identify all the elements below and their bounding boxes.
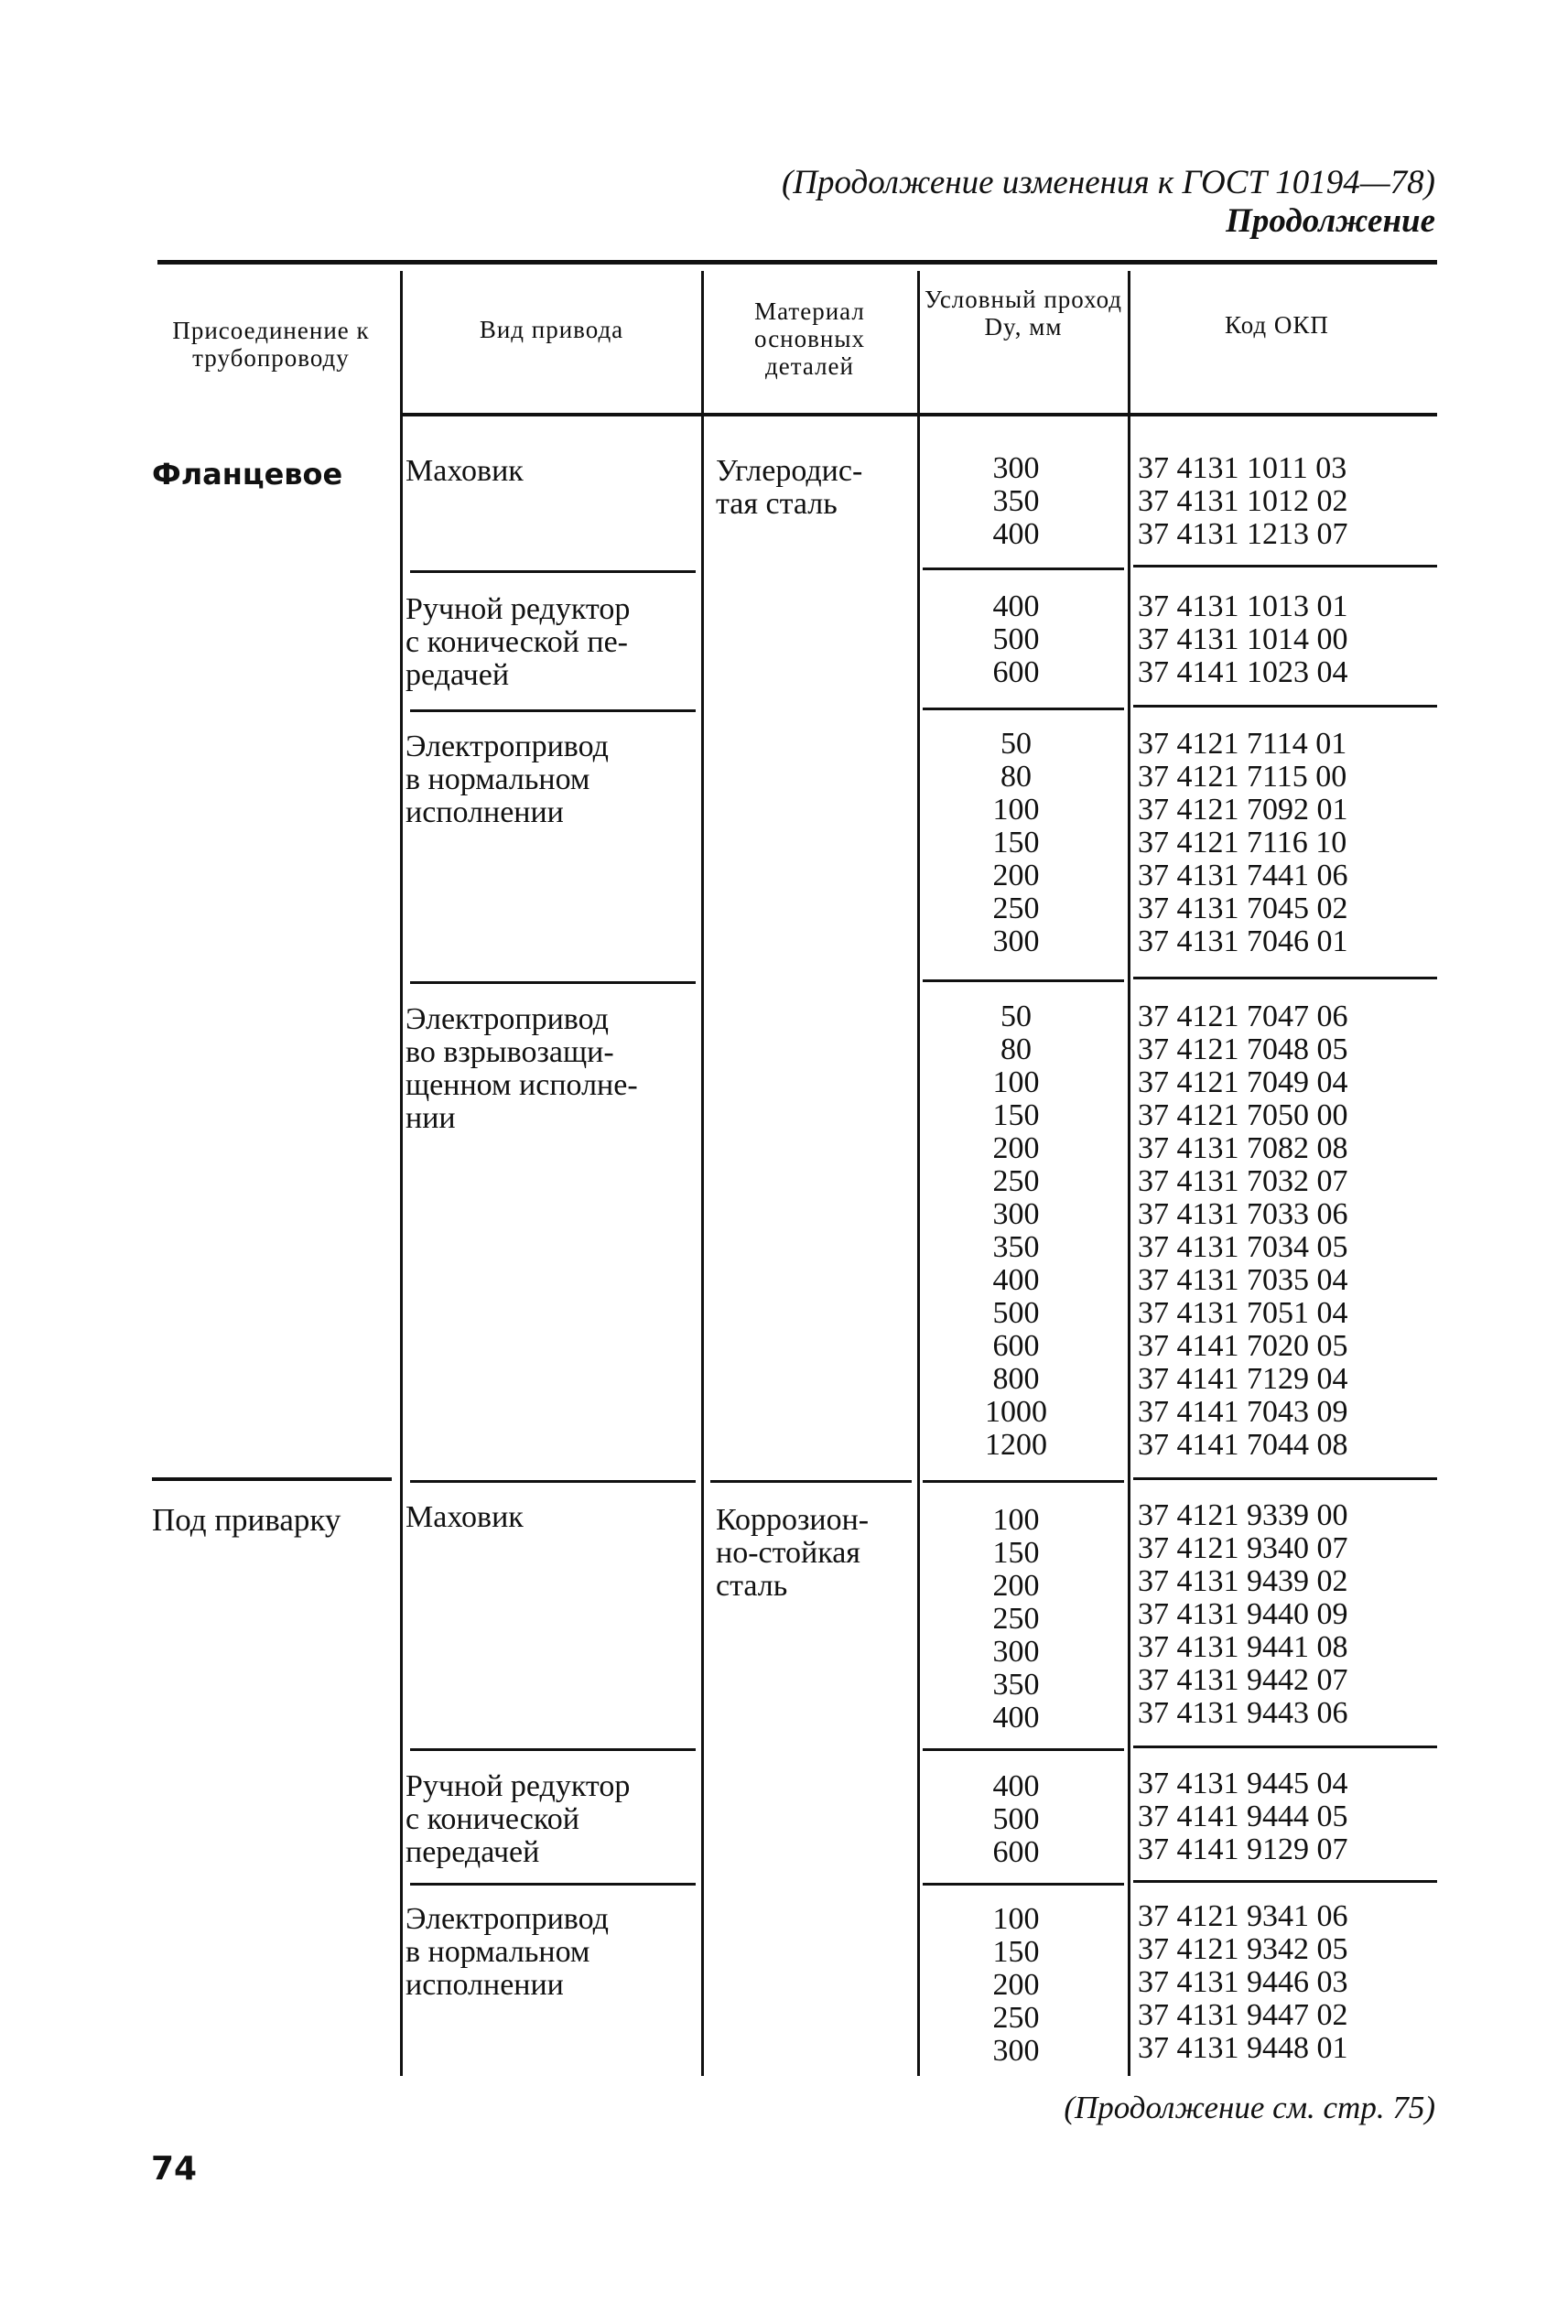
drive-manual-reducer: Ручной редуктор с конической передачей bbox=[406, 1769, 631, 1869]
connection-flanged: Фланцевое bbox=[152, 457, 343, 492]
group-rule bbox=[410, 981, 696, 984]
group-rule bbox=[1133, 1746, 1437, 1748]
column-divider-2 bbox=[701, 271, 704, 2076]
bore-list: 400 500 600 bbox=[992, 589, 1040, 689]
column-header-connection: Присоединение к трубопроводу bbox=[172, 317, 370, 373]
group-rule bbox=[923, 1883, 1124, 1886]
column-header-drive: Вид привода bbox=[479, 316, 624, 343]
material-corrosion-resistant-steel: Коррозион- но-стойкая сталь bbox=[716, 1503, 870, 1603]
bore-list: 100 150 200 250 300 350 400 bbox=[992, 1503, 1040, 1735]
drive-handwheel: Маховик bbox=[406, 1500, 524, 1534]
connection-welded: Под приварку bbox=[152, 1502, 341, 1538]
group-rule bbox=[1133, 977, 1437, 979]
column-divider-3 bbox=[917, 271, 920, 2076]
continuation-header: (Продолжение изменения к ГОСТ 10194—78) bbox=[781, 164, 1435, 201]
bore-list: 50 80 100 150 200 250 300 350 400 500 600 800 1000 1200 bbox=[985, 1000, 1047, 1462]
table-top-rule bbox=[157, 260, 1437, 265]
group-rule bbox=[1133, 705, 1437, 708]
material-carbon-steel: Углеродис- тая сталь bbox=[716, 454, 863, 521]
drive-manual-reducer: Ручной редуктор с конической пе- редачей bbox=[406, 592, 631, 692]
code-list: 37 4131 1013 01 37 4131 1014 00 37 4141 1023 04 bbox=[1138, 589, 1348, 689]
code-list: 37 4131 9445 04 37 4141 9444 05 37 4141 9129 07 bbox=[1138, 1767, 1348, 1866]
continued-on-note: (Продолжение см. стр. 75) bbox=[1064, 2090, 1435, 2125]
code-list: 37 4121 7114 01 37 4121 7115 00 37 4121 7092 01 37 4121 7116 10 37 4131 7441 06 37 4131 7045 02 37 4131 7046 01 bbox=[1138, 727, 1348, 958]
code-list: 37 4121 9341 06 37 4121 9342 05 37 4131 9446 03 37 4131 9447 02 37 4131 9448 01 bbox=[1138, 1899, 1348, 2065]
drive-electric-explosion-proof: Электропривод во взрывозащи- щенном исполне- нии bbox=[406, 1002, 638, 1135]
page-number: 74 bbox=[151, 2150, 198, 2188]
group-rule bbox=[923, 979, 1124, 982]
drive-electric-normal: Электропривод в нормальном исполнении bbox=[406, 1902, 609, 2002]
group-rule bbox=[410, 709, 696, 712]
continued-label: Продолжение bbox=[1226, 202, 1435, 240]
code-list: 37 4131 1011 03 37 4131 1012 02 37 4131 1213 07 bbox=[1138, 451, 1348, 551]
code-list: 37 4121 7047 06 37 4121 7048 05 37 4121 7049 04 37 4121 7050 00 37 4131 7082 08 37 4131 7032 07 37 4131 7033 06 37 4131 7034 05 37 4131 7035 04 37 4131 7051 04 37 4141 7020 05 37 4141 7129 04 37 4141 7043 09 37 4141 7044 08 bbox=[1138, 1000, 1348, 1462]
group-rule bbox=[410, 1883, 696, 1886]
bore-list: 400 500 600 bbox=[992, 1769, 1040, 1869]
group-rule bbox=[923, 708, 1124, 710]
bore-list: 300 350 400 bbox=[992, 451, 1040, 551]
group-rule bbox=[410, 1748, 696, 1751]
group-rule bbox=[1133, 565, 1437, 567]
code-list: 37 4121 9339 00 37 4121 9340 07 37 4131 9439 02 37 4131 9440 09 37 4131 9441 08 37 4131 9442 07 37 4131 9443 06 bbox=[1138, 1498, 1348, 1730]
drive-electric-normal: Электропривод в нормальном исполнении bbox=[406, 730, 609, 829]
column-divider-1 bbox=[400, 271, 403, 2076]
column-divider-4 bbox=[1128, 271, 1130, 2076]
group-rule bbox=[923, 567, 1124, 570]
column-header-material: Материал основных деталей bbox=[754, 297, 865, 381]
bore-list: 100 150 200 250 300 bbox=[992, 1902, 1040, 2068]
section-rule bbox=[410, 1480, 696, 1483]
section-rule bbox=[152, 1477, 392, 1481]
column-header-code: Код ОКП bbox=[1225, 311, 1329, 339]
bore-list: 50 80 100 150 200 250 300 bbox=[992, 727, 1040, 958]
group-rule bbox=[410, 570, 696, 573]
group-rule bbox=[923, 1748, 1124, 1751]
column-header-bore: Условный проход Dy, мм bbox=[924, 286, 1123, 341]
group-rule bbox=[1133, 1880, 1437, 1883]
section-rule bbox=[923, 1480, 1124, 1483]
drive-handwheel: Маховик bbox=[406, 454, 524, 488]
section-rule bbox=[710, 1480, 912, 1483]
section-rule bbox=[1133, 1477, 1437, 1480]
